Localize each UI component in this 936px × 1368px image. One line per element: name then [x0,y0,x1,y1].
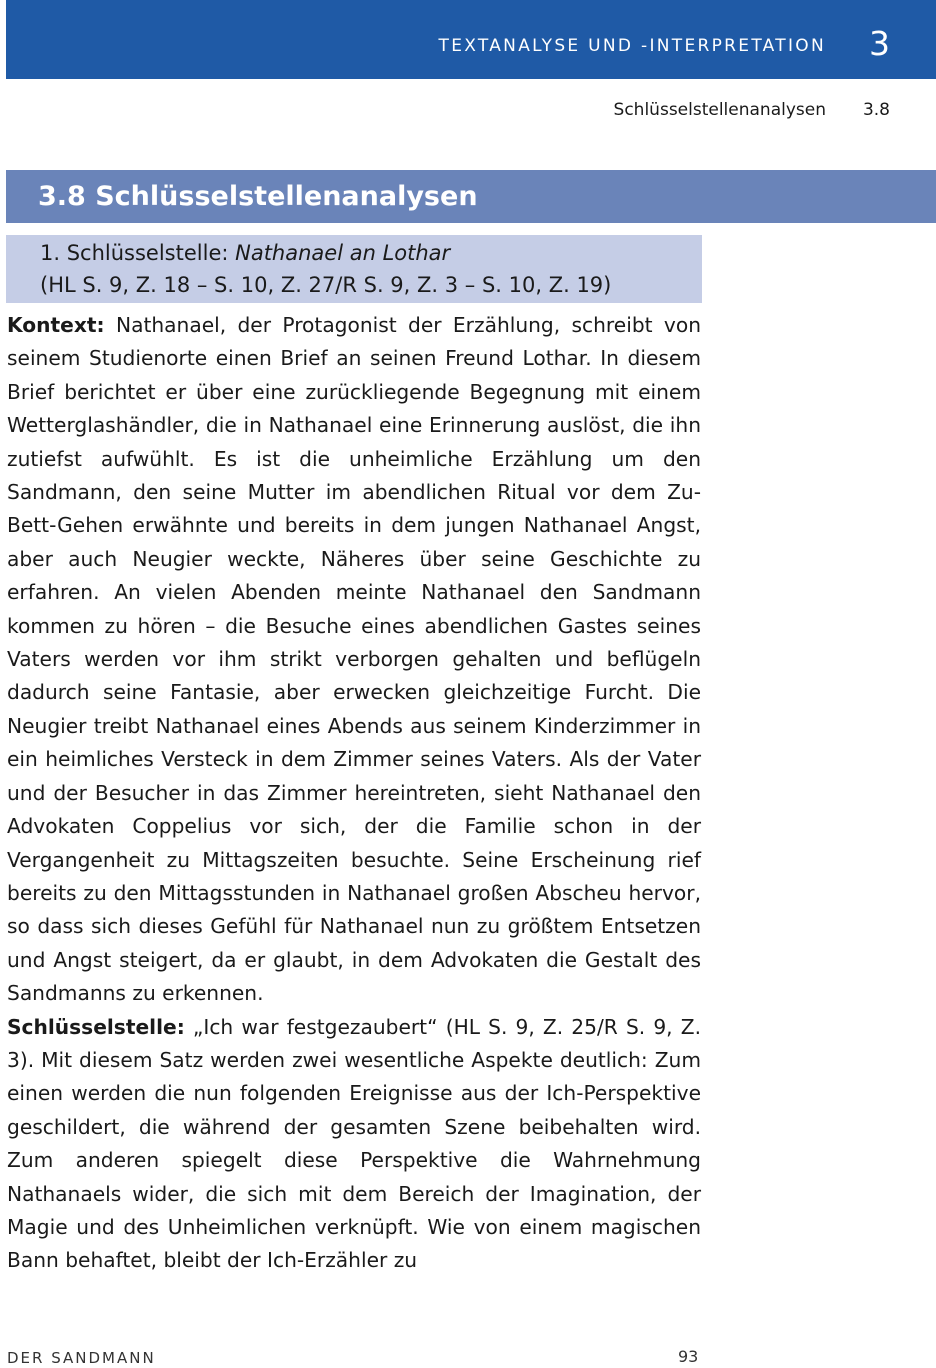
chapter-label: TEXTANALYSE UND -INTERPRETATION [438,36,826,56]
section-title-bar [6,170,936,223]
key-passage-title: Nathanael an Lothar [235,241,451,265]
key-passage-reference: (HL S. 9, Z. 18 – S. 10, Z. 27/R S. 9, Z. 3 – S. 10, Z. 19) [40,273,612,297]
context-text: Nathanael, der Protagonist der Erzählung, schreibt von seinem Studienorte einen Brief an seinen Freund Lothar. In diesem Brief berichtet er über eine zurückliegende Begegnung mit einem Wetterglashändler, die in Nathanael eine Erinnerung auslöst, die ihn zutiefst aufwühlt. Es ist die unheimliche Erzählung um den Sandmann, den seine Mutter im abendlichen Ritual vor dem Zu-Bett-Gehen erwähnte und bereits in dem jungen Nathanael Angst, aber auch Neugier weckte, Näheres über seine Geschichte zu erfahren. An vielen Abenden meinte Nathanael den Sandmann kommen zu hören – die Besuche eines abendlichen Gastes seines Vaters werden vor ihm strikt verborgen gehalten und beflügeln dadurch seine Fantasie, aber erwecken gleichzeitige Furcht. Die Neugier treibt Nathanael eines Abends aus seinem Kinderzimmer in ein heimliches Versteck in dem Zimmer seines Vaters. Als der Vater und der Besucher in das Zimmer hereintreten, sieht Nathanael den Advokaten Coppelius vor sich, der die Familie schon in der Vergangenheit zu Mittagszeiten besuchte. Seine Erscheinung rief bereits zu den Mittagsstunden in Nathanael großen Abscheu hervor, so dass sich dieses Gefühl für Nathanael nun zu größtem Entsetzen und Angst steigert, da er glaubt, in dem Advokaten die Gestalt des Sandmanns zu erkennen. [7,313,701,1006]
chapter-number: 3 [869,24,890,63]
key-quote-text: „Ich war festgezaubert“ (HL S. 9, Z. 25/R S. 9, Z. 3). Mit diesem Satz werden zwei wesentliche Aspekte deutlich: Zum einen werden die nun folgenden Ereignisse aus der Ich-Perspektive geschildert, die während der gesamten Szene beibehalten wird. Zum anderen spiegelt diese Perspektive die Wahrnehmung Nathanaels wider, die sich mit dem Bereich der Imagination, der Magie und des Unheimlichen verknüpft. Wie von einem magischen Bann behaftet, bleibt der Ich-Erzähler zu [7,1014,701,1273]
footer-page-number: 93 [678,1347,699,1366]
context-paragraph [7,309,701,1011]
key-passage-label: 1. Schlüsselstelle: [40,241,236,265]
running-title: Schlüsselstellenanalysen [613,100,826,120]
context-label: Kontext: [7,313,105,337]
running-section-number: 3.8 [862,100,890,120]
chapter-header-bar [6,0,936,79]
key-quote-paragraph [7,1011,701,1278]
section-title: 3.8 Schlüsselstellenanalysen [38,181,478,212]
footer-book-title: DER SANDMANN [7,1349,156,1367]
key-passage-box [6,235,702,303]
key-quote-label: Schlüsselstelle: [7,1014,185,1039]
key-passage-heading [40,241,450,265]
body-text [7,309,701,1278]
